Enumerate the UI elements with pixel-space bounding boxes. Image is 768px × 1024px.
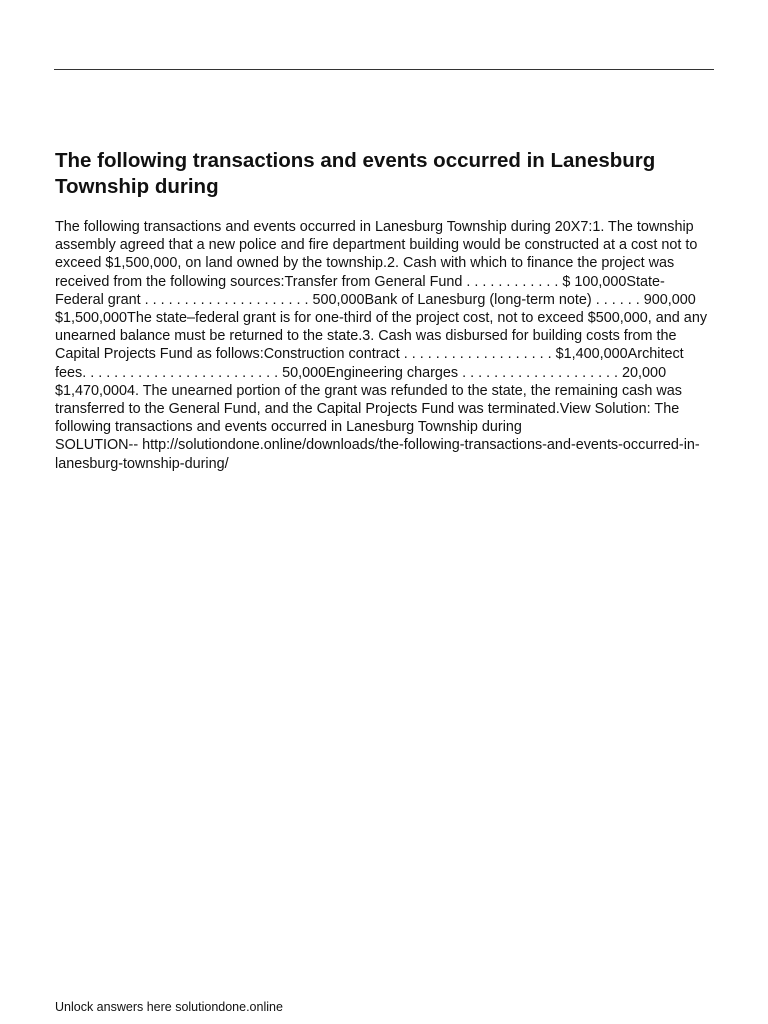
document-body <box>55 218 713 473</box>
footer-note: Unlock answers here solutiondone.online <box>55 1000 283 1014</box>
body-text: The following transactions and events occurred in Lanesburg Township during 20X7:1. The township assembly agreed that a new police and fire department building would be constructed at a cost not to exceed $1,500,000, on land owned by the township.2. Cash with which to finance the project was received from the following sources:Transfer from General Fund . . . . . . . . . . . . $ 100,000State-Federal grant . . . . . . . . . . . . . . . . . . . . . 500,000Bank of Lanesburg (long-term note) . . . . . . 900,000 $1,500,000The state–federal grant is for one-third of the project cost, not to exceed $500,000, and any unearned balance must be returned to the state.3. Cash was disbursed for building costs from the Capital Projects Fund as follows:Construction contract . . . . . . . . . . . . . . . . . . . $1,400,000Architect fees. . . . . . . . . . . . . . . . . . . . . . . . . 50,000Engineering charges . . . . . . . . . . . . . . . . . . . . 20,000 $1,470,0004. The unearned portion of the grant was refunded to the state, the remaining cash was transferred to the General Fund, and the Capital Projects Fund was terminated.View Solution: The following transactions and events occurred in Lanesburg Township during <box>55 219 708 436</box>
page-title: The following transactions and events occurred in Lanesburg Township during <box>55 149 656 198</box>
top-divider <box>54 69 714 70</box>
solution-link[interactable]: SOLUTION-- http://solutiondone.online/downloads/the-following-transactions-and-events-occurred-in-lanesburg-township-during/ <box>55 437 700 472</box>
